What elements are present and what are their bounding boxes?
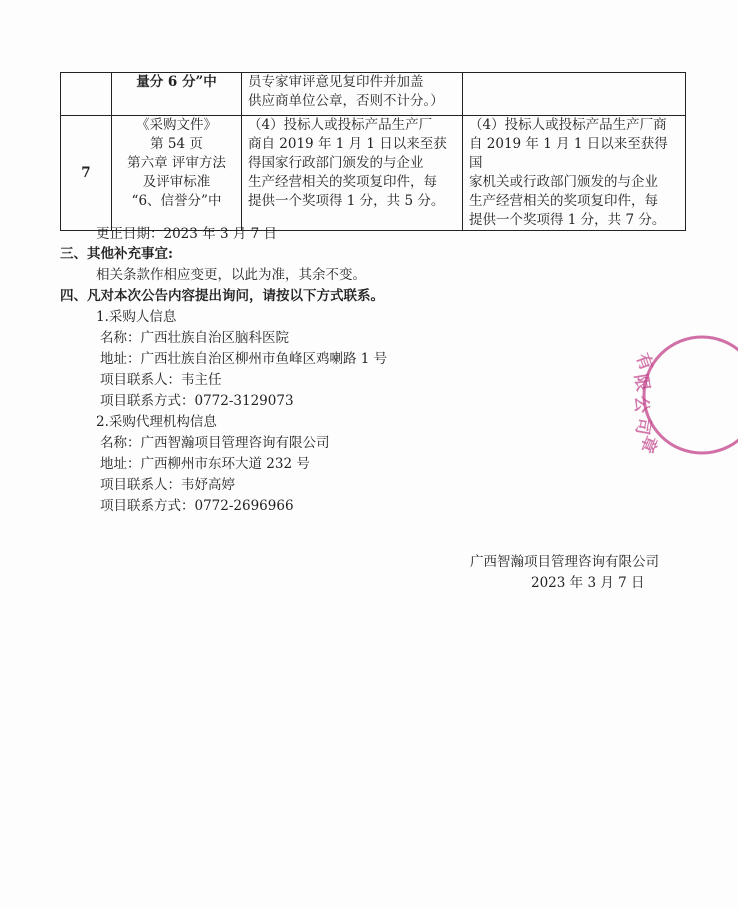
original-line: 得国家行政部门颁发的与企业 bbox=[248, 155, 424, 171]
revised-line: 自 2019 年 1 月 1 日以来至获得国 bbox=[469, 136, 668, 171]
company-seal-icon bbox=[622, 330, 738, 460]
revised-line: 家机关或行政部门颁发的与企业 bbox=[469, 174, 658, 190]
original-content-cell bbox=[242, 116, 463, 231]
agency-name: 名称：广西智瀚项目管理咨询有限公司 bbox=[100, 435, 330, 451]
svg-text:司: 司 bbox=[631, 416, 654, 437]
location-line: 《采购文件》 bbox=[136, 117, 217, 133]
svg-text:章: 章 bbox=[635, 432, 661, 456]
location-cell bbox=[112, 73, 242, 116]
location-line: 第 54 页 bbox=[150, 136, 203, 152]
revised-line: （4）投标人或投标产品生产厂商 bbox=[469, 117, 667, 133]
location-text: 量分 6 分”中 bbox=[136, 74, 217, 90]
agency-phone: 项目联系方式：0772-2696966 bbox=[100, 498, 294, 514]
purchaser-phone: 项目联系方式：0772-3129073 bbox=[100, 393, 294, 409]
table-row bbox=[61, 73, 686, 116]
location-cell bbox=[112, 116, 242, 231]
agency-title: 2.采购代理机构信息 bbox=[96, 414, 217, 430]
revised-content-cell bbox=[463, 116, 686, 231]
original-content-cell bbox=[242, 73, 463, 116]
signature-date: 2023 年 3 月 7 日 bbox=[531, 575, 645, 591]
row-number-cell: 7 bbox=[61, 116, 112, 231]
original-line: 提供一个奖项得 1 分，共 5 分。 bbox=[248, 193, 445, 209]
section3-heading: 三、其他补充事宜: bbox=[60, 246, 173, 262]
purchaser-title: 1.采购人信息 bbox=[96, 309, 177, 325]
original-line: 供应商单位公章，否则不计分。） bbox=[248, 93, 444, 109]
original-line: （4）投标人或投标产品生产厂 bbox=[248, 117, 433, 133]
original-line: 生产经营相关的奖项复印件，每 bbox=[248, 174, 437, 190]
section3-text: 相关条款作相应变更，以此为准，其余不变。 bbox=[96, 267, 366, 283]
svg-text:公: 公 bbox=[631, 396, 651, 413]
section4-heading: 四、凡对本次公告内容提出询问，请按以下方式联系。 bbox=[60, 288, 384, 304]
original-line: 员专家审评意见复印件并加盖 bbox=[248, 74, 424, 90]
correction-table bbox=[60, 72, 686, 231]
location-line: 及评审标准 bbox=[142, 174, 211, 190]
table-row bbox=[61, 116, 686, 231]
signature-company: 广西智瀚项目管理咨询有限公司 bbox=[470, 554, 659, 570]
revised-line: 生产经营相关的奖项复印件，每 bbox=[469, 193, 658, 209]
location-line: 第六章 评审方法 bbox=[127, 155, 226, 171]
purchaser-contact: 项目联系人：韦主任 bbox=[100, 372, 222, 388]
original-line: 商自 2019 年 1 月 1 日以来至获 bbox=[248, 136, 447, 152]
svg-text:有: 有 bbox=[631, 350, 657, 374]
revised-content-cell bbox=[463, 73, 686, 116]
correction-date: 更正日期：2023 年 3 月 7 日 bbox=[96, 226, 277, 242]
revised-line: 提供一个奖项得 1 分，共 7 分。 bbox=[469, 212, 666, 228]
svg-text:限: 限 bbox=[630, 372, 653, 393]
agency-contact: 项目联系人：韦妤高婷 bbox=[100, 477, 235, 493]
purchaser-name: 名称：广西壮族自治区脑科医院 bbox=[100, 330, 289, 346]
location-line: “6、信誉分”中 bbox=[131, 193, 222, 209]
purchaser-address: 地址：广西壮族自治区柳州市鱼峰区鸡喇路 1 号 bbox=[100, 351, 388, 367]
row-number-cell bbox=[61, 73, 112, 116]
agency-address: 地址：广西柳州市东环大道 232 号 bbox=[100, 456, 310, 472]
